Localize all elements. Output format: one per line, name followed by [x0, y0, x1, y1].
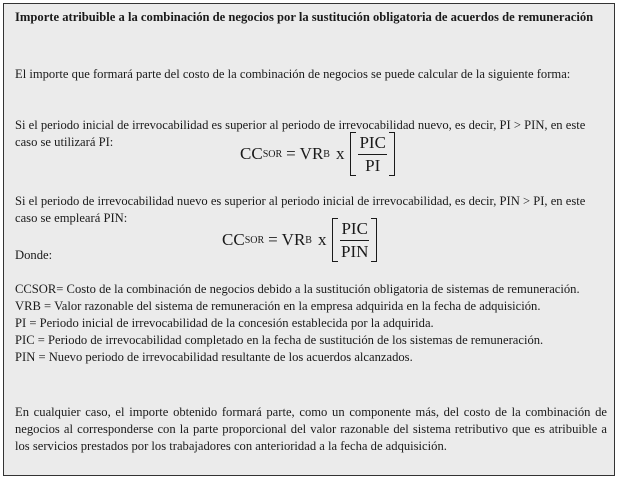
fraction	[358, 133, 386, 176]
definition-ccsor: CCSOR= Costo de la combinación de negocios debido a la sustitución obligatoria de sistemas de remuneración.	[15, 282, 580, 296]
formula-lhs-sub: SOR	[244, 234, 265, 246]
case-pin-paragraph: Si el periodo de irrevocabilidad nuevo es superior al periodo inicial de irrevocabilidad, es decir, PIN > PI, en este caso se empleará PIN:	[15, 194, 586, 225]
definitions-list	[15, 281, 607, 366]
fraction-denominator: PIN	[341, 241, 369, 261]
definition-vrb: VRB = Valor razonable del sistema de remuneración en la empresa adquirida en la fecha de adquisición.	[15, 299, 541, 313]
definition-pin: PIN = Nuevo periodo de irrevocabilidad resultante de los acuerdos alcanzados.	[15, 350, 413, 364]
formula-pi	[240, 132, 395, 176]
formula-eq-sub: B	[305, 234, 312, 246]
fraction-numerator: PIC	[340, 219, 368, 241]
fraction-numerator: PIC	[358, 133, 386, 155]
formula-times: x	[335, 144, 345, 163]
case-pi-paragraph: Si el periodo inicial de irrevocabilidad es superior al periodo de irrevocabilidad nuevo, es decir, PI > PIN, en este caso se utilizará PI:	[15, 118, 586, 149]
donde-label: Donde:	[15, 248, 53, 262]
formula-eq: = VR	[268, 230, 306, 249]
section-title: Importe atribuible a la combinación de negocios por la sustitución obligatoria de acuerdos de remuneración	[15, 10, 594, 24]
formula-eq: = VR	[286, 144, 324, 163]
definition-pi: PI = Periodo inicial de irrevocabilidad de la concesión establecida por la adquirida.	[15, 316, 434, 330]
intro-paragraph: El importe que formará parte del costo de la combinación de negocios se puede calcular de la siguiente forma:	[15, 67, 571, 81]
closing-paragraph: En cualquier caso, el importe obtenido formará parte, como un componente más, del costo de la combinación de negocios al corresponderse con la parte proporcional del valor razonable del sistema retributivo que es atribuible a los servicios prestados por los trabajadores con anterioridad a la fecha de adquisición.	[15, 405, 607, 453]
formula-times: x	[317, 230, 327, 249]
formula-lhs: CC	[222, 230, 245, 249]
formula-lhs-sub: SOR	[262, 148, 283, 160]
formula-bracket	[350, 132, 394, 176]
content-box	[3, 3, 615, 476]
formula-lhs: CC	[240, 144, 263, 163]
definition-pic: PIC = Periodo de irrevocabilidad completado en la fecha de sustitución de los sistemas de remuneración.	[15, 333, 544, 347]
formula-eq-sub: B	[323, 148, 330, 160]
fraction-denominator: PI	[365, 155, 381, 175]
